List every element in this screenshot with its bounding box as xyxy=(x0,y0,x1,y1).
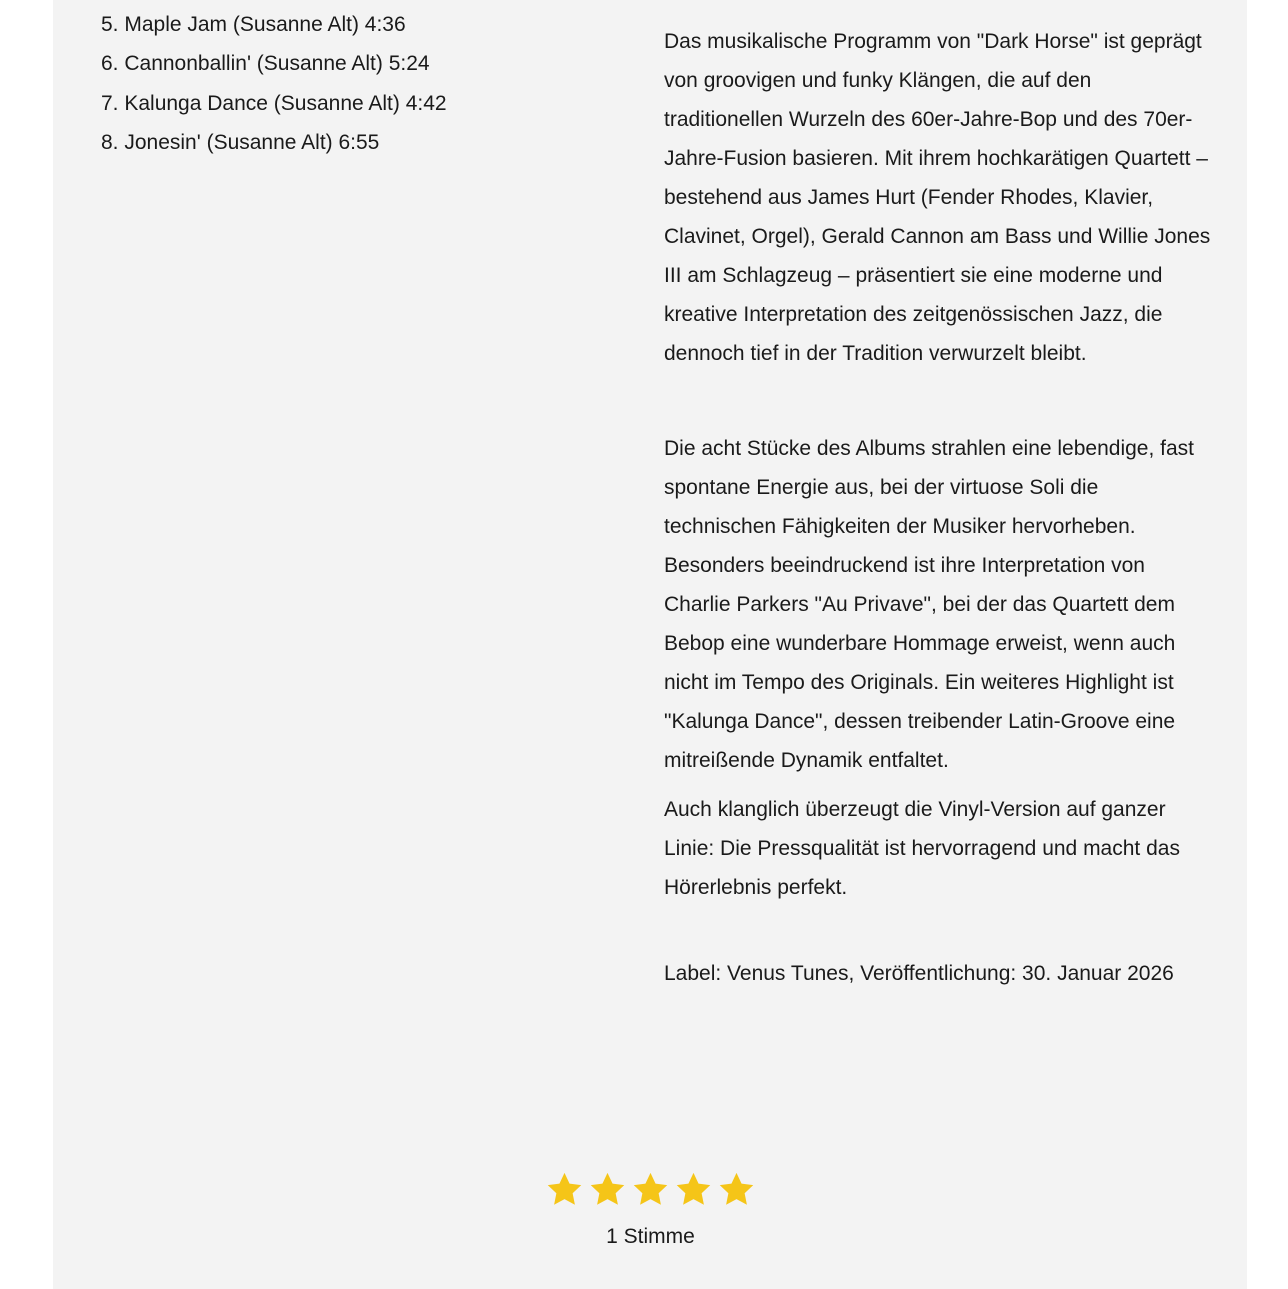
release-info: Label: Venus Tunes, Veröffentlichung: 30. Januar 2026 xyxy=(664,962,1174,985)
star-rating xyxy=(13,1170,1288,1209)
review-paragraph-program: Das musikalische Programm von "Dark Horse" ist geprägt von groovigen und funky Klängen, die auf den traditionellen Wurzeln des 60er-Jahre-Bop und des 70er-Jahre-Fusion basieren. Mit ihrem hochkarätigen Quartett – bestehend aus James Hurt (Fender Rhodes, Klavier, Clavinet, Orgel), Gerald Cannon am Bass und Willie Jones III am Schlagzeug – präsentiert sie eine moderne und kreative Interpretation des zeitgenössischen Jazz, die dennoch tief in der Tradition verwurzelt bleibt. xyxy=(664,30,1211,365)
vote-count: 1 Stimme xyxy=(606,1225,695,1248)
star-icon[interactable] xyxy=(717,1170,756,1209)
review-paragraph-pieces: Die acht Stücke des Albums strahlen eine lebendige, fast spontane Energie aus, bei der virtuose Soli die technischen Fähigkeiten der Musiker hervorheben. Besonders beeindruckend ist ihre Interpretation von Charlie Parkers "Au Privave", bei der das Quartett dem Bebop eine wunderbare Hommage erweist, wenn auch nicht im Tempo des Originals. Ein weiteres Highlight ist "Kalunga Dance", dessen treibender Latin-Groove eine mitreißende Dynamik entfaltet. xyxy=(664,437,1194,772)
star-icon[interactable] xyxy=(588,1170,627,1209)
review-text xyxy=(664,22,1214,993)
star-icon[interactable] xyxy=(631,1170,670,1209)
track-item: 8. Jonesin' (Susanne Alt) 6:55 xyxy=(101,130,380,154)
star-icon[interactable] xyxy=(674,1170,713,1209)
review-paragraph-sound: Auch klanglich überzeugt die Vinyl-Version auf ganzer Linie: Die Pressqualität ist hervorragend und macht das Hörerlebnis perfekt. xyxy=(664,798,1180,899)
star-icon[interactable] xyxy=(545,1170,584,1209)
track-item: 6. Cannonballin' (Susanne Alt) 5:24 xyxy=(101,52,430,76)
track-item: 7. Kalunga Dance (Susanne Alt) 4:42 xyxy=(101,91,447,115)
rating-widget xyxy=(0,1170,1288,1252)
tracklist xyxy=(101,5,447,162)
track-item: 5. Maple Jam (Susanne Alt) 4:36 xyxy=(101,13,406,36)
